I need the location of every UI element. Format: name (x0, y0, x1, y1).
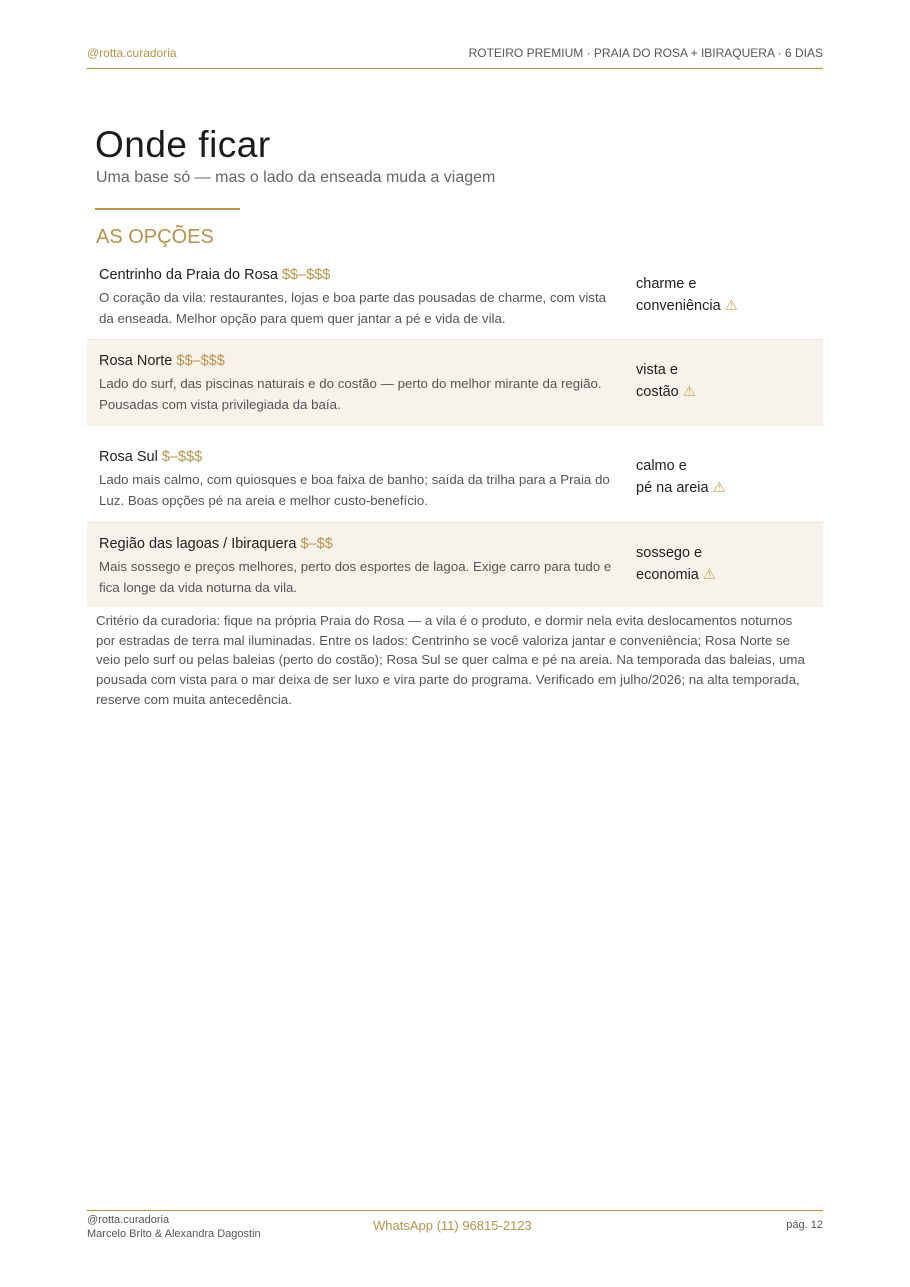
page-header (87, 46, 823, 69)
page-number: pág. 12 (786, 1219, 823, 1231)
option-tag-line2: conveniência (636, 297, 721, 314)
page-subtitle: Uma base só — mas o lado da enseada muda a viagem (96, 169, 496, 186)
option-row-centrinho (87, 258, 823, 340)
option-tag (636, 543, 816, 586)
option-tag-line2-wrap (636, 565, 816, 587)
option-name-line (99, 266, 619, 284)
option-name: Centrinho da Praia do Rosa (99, 267, 278, 283)
option-tag-line1: calmo e (636, 458, 687, 474)
option-tag-line2: costão (636, 383, 679, 400)
title-divider (95, 208, 240, 210)
option-tag (636, 360, 816, 403)
option-tag (636, 456, 816, 499)
warning-icon: ⚠ (712, 479, 726, 496)
option-tag-line1: sossego e (636, 545, 703, 561)
page-footer (87, 1210, 823, 1251)
warning-icon: ⚠ (702, 566, 716, 583)
option-name-line (99, 535, 619, 553)
option-row-lagoas (87, 523, 823, 607)
options-list (87, 258, 823, 607)
option-description: O coração da vila: restaurantes, lojas e boa parte das pousadas de charme, com vista da enseada. Melhor opção para quem quer jantar a pé e vida de vila. (99, 290, 607, 326)
option-tag-line1: charme e (636, 276, 697, 292)
option-info (99, 266, 619, 329)
option-tag-line2-wrap (636, 296, 816, 318)
option-info (99, 352, 619, 415)
option-name-line (99, 352, 619, 370)
warning-icon: ⚠ (682, 383, 696, 400)
option-price: $–$$$ (161, 449, 203, 465)
curation-criteria-note: Critério da curadoria: fique na própria Praia do Rosa — a vila é o produto, e dormir nela evita deslocamentos noturnos por estradas de terra mal iluminadas. Entre os lados: Centrinho se você valoriza jantar e conveniência; Rosa Norte se veio pelo surf ou pelas baleias (perto do costão); Rosa Sul se quer calma e pé na areia. Na temporada das baleias, uma pousada com vista para o mar deixa de ser luxo e vira parte do programa. Verificado em julho/2026; na alta temporada, reserve com muita antecedência. (96, 613, 805, 707)
option-tag-line2: economia (636, 566, 699, 583)
option-tag-line1: vista e (636, 362, 678, 378)
option-tag (636, 274, 816, 317)
whatsapp-contact: WhatsApp (11) 96815-2123 (373, 1218, 532, 1233)
option-row-rosa-sul (87, 426, 823, 523)
option-description: Mais sossego e preços melhores, perto dos esportes de lagoa. Exige carro para tudo e fica longe da vida noturna da vila. (99, 559, 612, 595)
option-info (99, 448, 619, 511)
option-tag-line2-wrap (636, 382, 816, 404)
footer-authors: Marcelo Brito & Alexandra Dagostin (87, 1228, 261, 1240)
footer-brand: @rotta.curadoria (87, 1214, 170, 1226)
option-name: Rosa Sul (99, 449, 158, 465)
option-name: Rosa Norte (99, 353, 173, 369)
option-row-rosa-norte (87, 340, 823, 426)
section-title: AS OPÇÕES (96, 226, 214, 248)
page-title: Onde ficar (95, 124, 271, 165)
header-title: ROTEIRO PREMIUM · PRAIA DO ROSA + IBIRAQUERA · 6 DIAS (468, 46, 823, 60)
option-tag-line2-wrap (636, 478, 816, 500)
option-price: $$–$$$ (176, 353, 225, 369)
option-name-line (99, 448, 619, 466)
option-description: Lado do surf, das piscinas naturais e do costão — perto do melhor mirante da região. Pousadas com vista privilegiada da baía. (99, 376, 602, 412)
option-info (99, 535, 619, 598)
warning-icon: ⚠ (724, 297, 738, 314)
header-brand: @rotta.curadoria (87, 46, 177, 60)
footer-credits (87, 1213, 261, 1241)
option-price: $$–$$$ (281, 267, 331, 283)
option-description: Lado mais calmo, com quiosques e boa faixa de banho; saída da trilha para a Praia do Luz. Boas opções pé na areia e melhor custo-benefício. (99, 472, 610, 508)
option-tag-line2: pé na areia (636, 479, 709, 496)
option-price: $–$$ (300, 536, 333, 552)
option-name: Região das lagoas / Ibiraquera (99, 536, 297, 552)
